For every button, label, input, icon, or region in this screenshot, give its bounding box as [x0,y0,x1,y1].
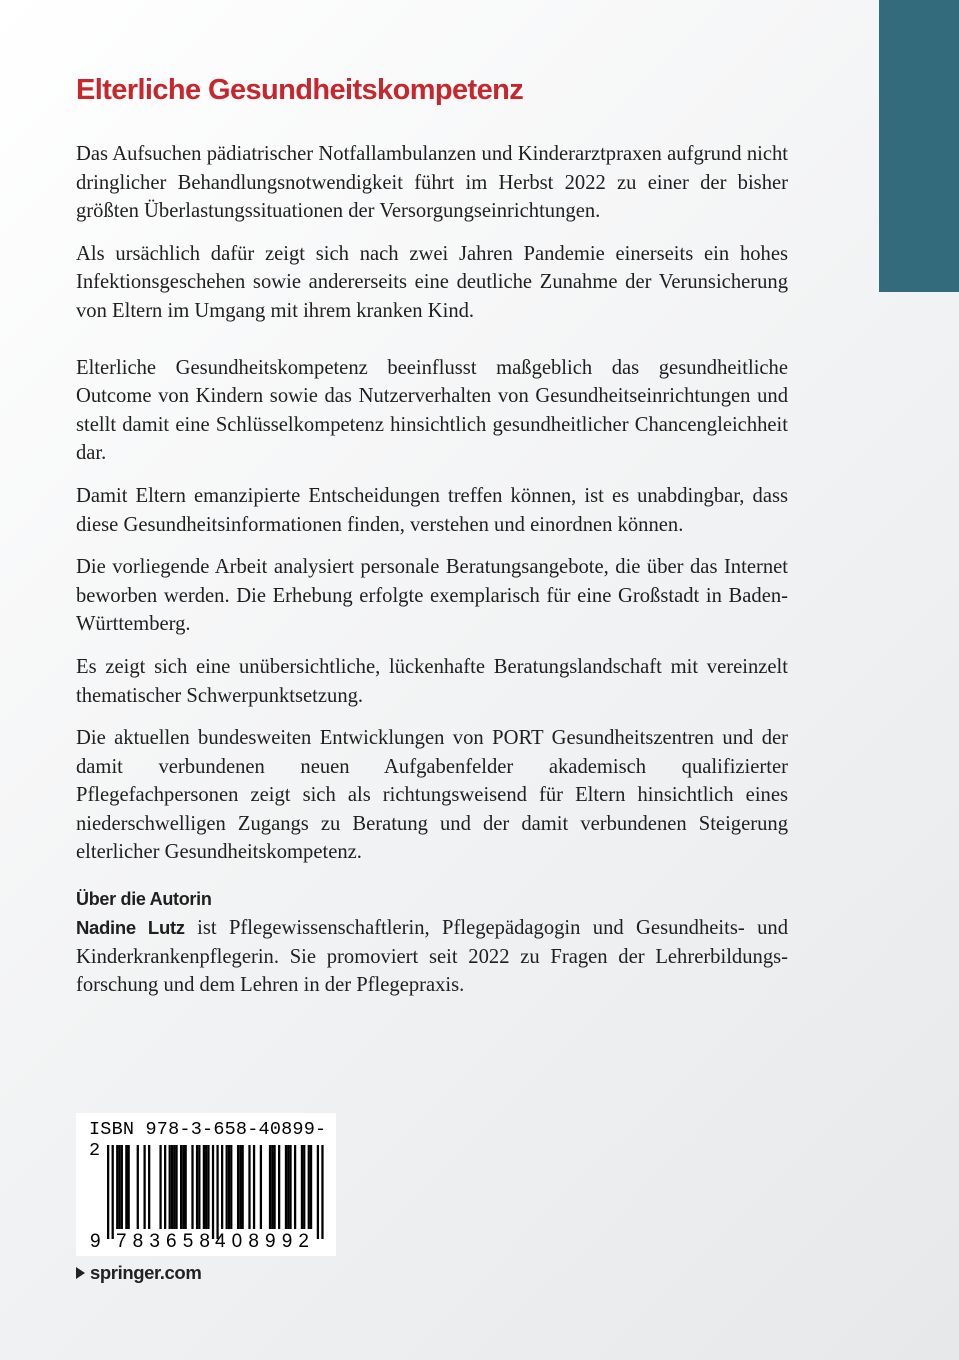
barcode-bar [278,1145,280,1229]
barcode-bar [196,1145,198,1229]
springer-link[interactable] [76,1262,201,1284]
author-section [76,885,788,1000]
paragraph-4: Damit Eltern emanzipierte Entscheidungen treffen können, ist es unabdingbar, dass diese Gesundheitsinformationen finden, verstehen und einordnen können. [76,484,788,536]
barcode-bar [294,1145,296,1229]
barcode-bar [310,1145,312,1229]
barcode-bar [198,1145,200,1229]
barcode-bar [269,1145,271,1229]
barcode-bar [121,1145,123,1229]
barcode-bar [303,1145,305,1229]
barcode-bar [143,1145,145,1229]
barcode-bar [212,1145,214,1239]
barcode-bar [203,1145,205,1229]
barcode-bar [221,1145,223,1229]
barcode-bar [173,1145,175,1229]
barcode-bar [248,1145,250,1229]
barcode-bar [137,1145,139,1229]
barcode-bar [180,1145,182,1229]
paragraph-1: Das Aufsuchen pädiatrischer Notfallambulanzen und Kinderarztpraxen aufgrund nicht dringlicher Behandlungsnotwendigkeit führt im Herbst 2022 zu einer der bisher größten Überlastungssituationen der Versorgungseinrichtungen. [76,143,788,223]
barcode-bar [116,1145,118,1229]
barcode-bar [228,1145,230,1229]
barcode-bar [159,1145,161,1229]
barcode-bar [230,1145,232,1229]
barcode-bar [191,1145,193,1229]
author-name: Nadine Lutz [76,917,185,939]
paragraph-6: Es zeigt sich eine unübersichtliche, lückenhafte Beratungslandschaft mit vereinzelt thematischer Schwerpunktsetzung. [76,655,788,707]
barcode-bar [107,1145,109,1239]
barcode-bar [273,1145,275,1229]
barcode-digit-first: 9 [90,1231,101,1252]
paragraph-2: Als ursächlich dafür zeigt sich nach zwei Jahren Pandemie einerseits ein hohes Infektionsgeschehen sowie andererseits eine deutliche Zunahme der Verunsicherung von Eltern im Umgang mit ihrem kranken Kind. [76,242,788,322]
barcode-bar [308,1145,310,1229]
barcode-bar [226,1145,228,1229]
barcode-bar [321,1145,323,1239]
paragraph-5: Die vorliegende Arbeit analysiert personale Beratungsangebote, die über das Internet beworben werden. Die Erhebung erfolgte exemplarisch für eine Großstadt in Baden-Württemberg. [76,556,788,636]
barcode-digits-left: 783658 [116,1231,210,1252]
barcode-bar [289,1145,291,1229]
barcode-bar [112,1145,114,1239]
isbn-label: ISBN 978-3-658-40899-2 [89,1119,327,1161]
arrow-right-icon [76,1267,85,1279]
barcode-bar [271,1145,273,1229]
barcode-bar [207,1145,209,1229]
barcode-bar [171,1145,173,1229]
barcode-bar [148,1145,150,1229]
book-title: Elterliche Gesundheitskompetenz [76,74,524,106]
barcode-bar [239,1145,241,1229]
barcode-bar [185,1145,187,1229]
barcode-bar [317,1145,319,1239]
barcode-bar [301,1145,303,1229]
barcode-bar [164,1145,166,1229]
barcode-bar [253,1145,255,1229]
springer-url: springer.com [90,1262,202,1283]
barcode-bar [237,1145,239,1229]
barcode-bar [175,1145,177,1229]
barcode-bar [242,1145,244,1229]
barcode-bar [128,1145,130,1229]
author-bio [76,914,788,1000]
author-heading: Über die Autorin [76,889,212,910]
paragraph-3: Elterliche Gesundheitskompetenz beeinflusst maßgeblich das gesundheitliche Outcome von Kindern sowie das Nutzerverhalten von Gesundheitseinrichtungen und stellt damit eine Schlüsselkompetenz hinsichtlich gesundheitlicher Chancengleichheit dar. [76,356,788,465]
barcode-bar [216,1145,218,1239]
barcode-bar [125,1145,127,1229]
barcode-bar [285,1145,287,1229]
barcode-graphic [76,1113,336,1256]
author-bio-text: ist Pflegewissenschaftlerin, Pflegepädagogin und Gesundheits- und Kinderkrankenpflegerin. Sie promoviert seit 2022 zu Fragen der Lehrerbildungsforschung und dem Lehren in der Pflegepraxis. [76,917,788,997]
barcode-bar [182,1145,184,1229]
barcode-bar [205,1145,207,1229]
back-cover-text [76,70,788,1000]
barcode-bar [118,1145,120,1229]
paragraph-7: Die aktuellen bundesweiten Entwicklungen von PORT Gesundheitszentren und der damit verbundenen neuen Aufgabenfelder akademisch qualifizierter Pflegefachpersonen zeigt sich als richtungsweisend für Eltern hinsichtlich eines niederschwelligen Zugangs zu Beratung und der damit verbundenen Steigerung elterlicher Gesundheitskompetenz. [76,727,788,864]
isbn-barcode [76,1113,336,1256]
barcode-bar [169,1145,171,1229]
accent-bar [879,0,959,292]
barcode-digits-right: 408992 [215,1231,309,1252]
barcode-bar [287,1145,289,1229]
barcode-bar [260,1145,262,1229]
